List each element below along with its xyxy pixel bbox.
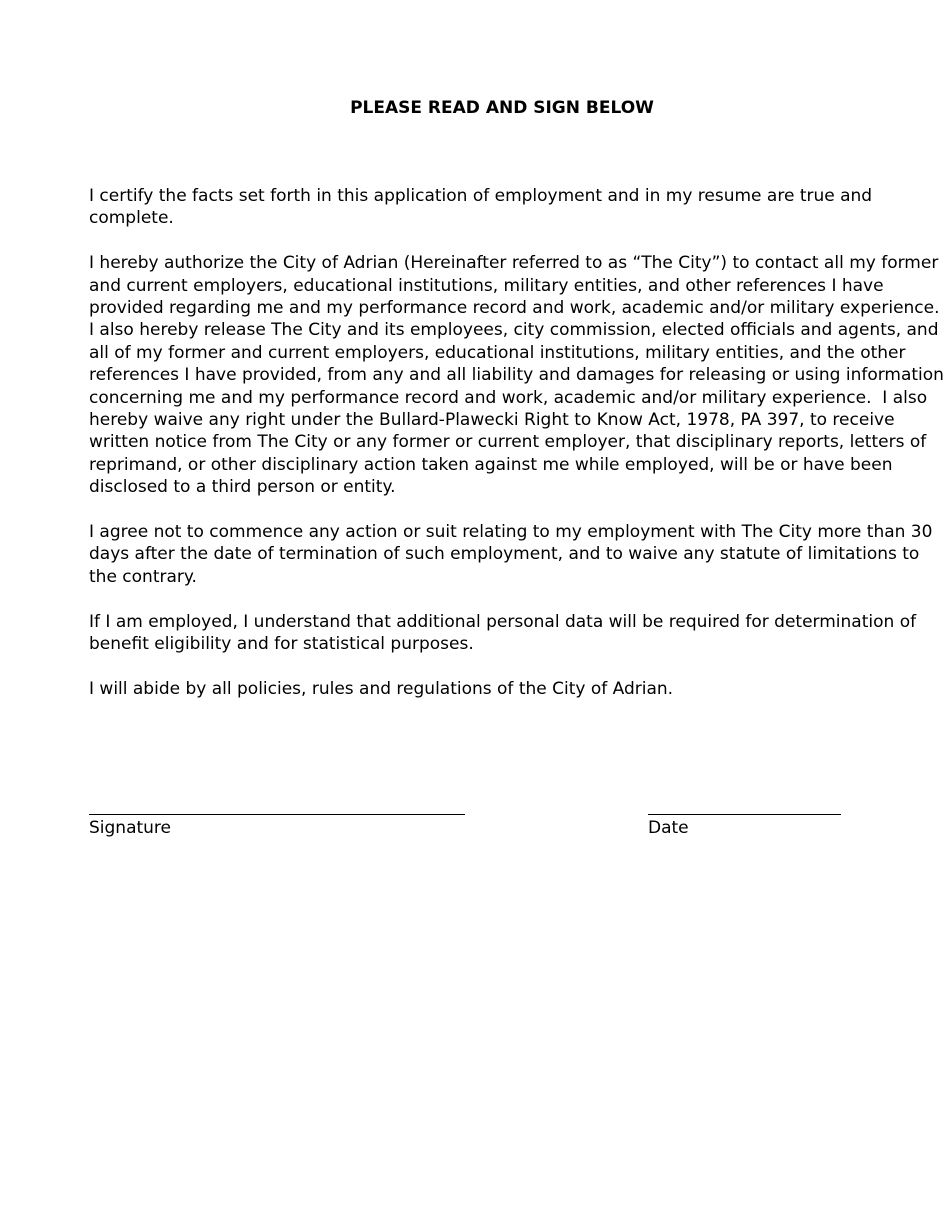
paragraph-line: written notice from The City or any former or current employer, that disciplinary reports, letters of — [89, 432, 927, 453]
paragraph-line: all of my former and current employers, educational institutions, military entities, and the other — [89, 342, 906, 363]
paragraph-line: I also hereby release The City and its employees, city commission, elected officials and agents, and — [89, 320, 939, 341]
signature-label: Signature — [89, 818, 172, 838]
paragraph-line: reprimand, or other disciplinary action taken against me while employed, will be or have been — [89, 454, 893, 475]
page-title: PLEASE READ AND SIGN BELOW — [350, 98, 654, 118]
paragraph-line: disclosed to a third person or entity. — [89, 477, 396, 498]
paragraph — [89, 252, 944, 498]
paragraph-line: references I have provided, from any and all liability and damages for releasing or using information — [89, 365, 944, 386]
paragraph-line: If I am employed, I understand that additional personal data will be required for determination of — [89, 611, 917, 632]
paragraph-line: and current employers, educational institutions, military entities, and other references I have — [89, 275, 884, 296]
paragraph-line: provided regarding me and my performance record and work, academic and/or military experience. — [89, 298, 940, 319]
paragraph — [89, 678, 924, 700]
document-body — [89, 185, 944, 723]
paragraph-line: complete. — [89, 208, 174, 229]
paragraph-line: I certify the facts set forth in this application of employment and in my resume are true and — [89, 186, 873, 206]
signature-line[interactable] — [89, 795, 465, 815]
paragraph — [89, 185, 924, 230]
paragraph-line: days after the date of termination of such employment, and to waive any statute of limitations to — [89, 544, 920, 565]
date-block — [648, 795, 841, 839]
paragraph-line: I hereby authorize the City of Adrian (Hereinafter referred to as “The City”) to contact all my former — [89, 253, 939, 274]
paragraph-line: I agree not to commence any action or suit relating to my employment with The City more than 30 — [89, 522, 933, 543]
date-line[interactable] — [648, 795, 841, 815]
paragraph-line: the contrary. — [89, 566, 197, 587]
paragraph-line: benefit eligibility and for statistical purposes. — [89, 634, 474, 655]
paragraph-line: I will abide by all policies, rules and regulations of the City of Adrian. — [89, 678, 674, 699]
paragraph-line: hereby waive any right under the Bullard-Plawecki Right to Know Act, 1978, PA 397, to receive — [89, 410, 895, 431]
date-label: Date — [648, 818, 689, 838]
paragraph — [89, 611, 924, 656]
paragraph-line: concerning me and my performance record and work, academic and/or military experience. I also — [89, 387, 928, 408]
signature-block — [89, 795, 465, 839]
paragraph — [89, 521, 933, 588]
